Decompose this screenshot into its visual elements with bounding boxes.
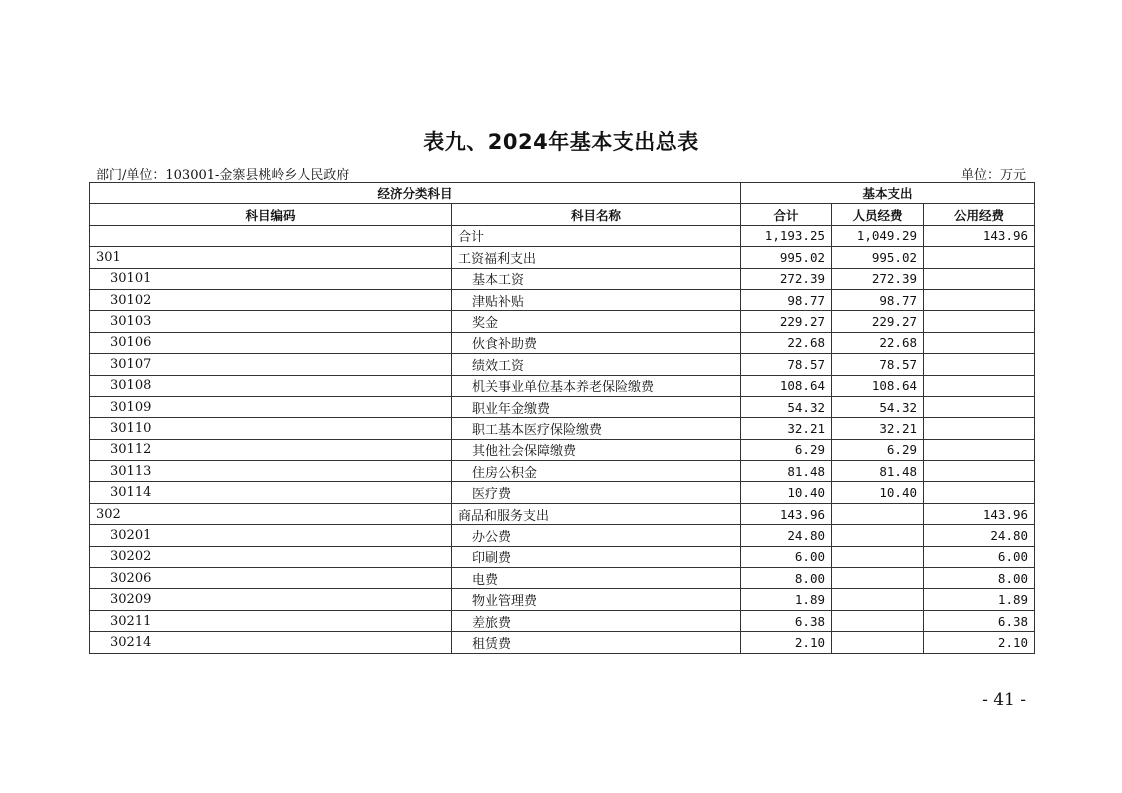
- cell-code: 30102: [90, 289, 452, 310]
- cell-public: [924, 439, 1035, 460]
- table-row: [90, 268, 1035, 289]
- cell-total: 2.10: [741, 632, 832, 653]
- cell-personnel: 81.48: [832, 461, 924, 482]
- cell-name: 奖金: [452, 311, 741, 332]
- cell-total: 272.39: [741, 268, 832, 289]
- cell-personnel: 1,049.29: [832, 225, 924, 246]
- cell-personnel: [832, 503, 924, 524]
- table-row: [90, 289, 1035, 310]
- cell-public: [924, 375, 1035, 396]
- table-row: [90, 461, 1035, 482]
- table-row: [90, 568, 1035, 589]
- cell-name: 职业年金缴费: [452, 396, 741, 417]
- header-total: 合计: [741, 204, 832, 225]
- header-name: 科目名称: [452, 204, 741, 225]
- cell-public: 8.00: [924, 568, 1035, 589]
- cell-total: 995.02: [741, 247, 832, 268]
- cell-personnel: 22.68: [832, 332, 924, 353]
- cell-name: 办公费: [452, 525, 741, 546]
- cell-personnel: 78.57: [832, 354, 924, 375]
- cell-code: 30112: [90, 439, 452, 460]
- cell-code: 30108: [90, 375, 452, 396]
- cell-code: 30103: [90, 311, 452, 332]
- cell-public: [924, 482, 1035, 503]
- cell-name: 职工基本医疗保险缴费: [452, 418, 741, 439]
- cell-code: 30209: [90, 589, 452, 610]
- cell-personnel: [832, 546, 924, 567]
- cell-code: 30202: [90, 546, 452, 567]
- cell-name: 电费: [452, 568, 741, 589]
- cell-total: 8.00: [741, 568, 832, 589]
- cell-public: [924, 396, 1035, 417]
- table-row: [90, 225, 1035, 246]
- cell-public: [924, 332, 1035, 353]
- budget-table: [89, 182, 1035, 654]
- cell-total: 6.00: [741, 546, 832, 567]
- cell-total: 32.21: [741, 418, 832, 439]
- cell-total: 6.29: [741, 439, 832, 460]
- header-econ-classification: 经济分类科目: [90, 183, 741, 204]
- header-basic-expenditure: 基本支出: [741, 183, 1035, 204]
- table-row: [90, 610, 1035, 631]
- page-number: - 41 -: [982, 690, 1026, 710]
- cell-name: 租赁费: [452, 632, 741, 653]
- cell-code: 30106: [90, 332, 452, 353]
- cell-code: 30214: [90, 632, 452, 653]
- cell-code: 30201: [90, 525, 452, 546]
- cell-personnel: 10.40: [832, 482, 924, 503]
- cell-public: [924, 461, 1035, 482]
- cell-code: 30206: [90, 568, 452, 589]
- table-body: [90, 225, 1035, 653]
- cell-personnel: 54.32: [832, 396, 924, 417]
- cell-personnel: [832, 610, 924, 631]
- cell-personnel: 229.27: [832, 311, 924, 332]
- header-personnel: 人员经费: [832, 204, 924, 225]
- cell-name: 基本工资: [452, 268, 741, 289]
- cell-public: [924, 354, 1035, 375]
- cell-name: 差旅费: [452, 610, 741, 631]
- table-row: [90, 396, 1035, 417]
- table-row: [90, 525, 1035, 546]
- cell-personnel: 6.29: [832, 439, 924, 460]
- table-row: [90, 482, 1035, 503]
- cell-name: 伙食补助费: [452, 332, 741, 353]
- cell-total: 54.32: [741, 396, 832, 417]
- cell-total: 143.96: [741, 503, 832, 524]
- cell-personnel: 98.77: [832, 289, 924, 310]
- cell-public: 6.00: [924, 546, 1035, 567]
- cell-name: 津贴补贴: [452, 289, 741, 310]
- cell-name: 绩效工资: [452, 354, 741, 375]
- cell-public: [924, 289, 1035, 310]
- table-row: [90, 354, 1035, 375]
- cell-name: 其他社会保障缴费: [452, 439, 741, 460]
- cell-name: 印刷费: [452, 546, 741, 567]
- department-label: 部门/单位：103001-金寨县桃岭乡人民政府: [96, 168, 350, 183]
- cell-code: 301: [90, 247, 452, 268]
- cell-personnel: 995.02: [832, 247, 924, 268]
- cell-public: 24.80: [924, 525, 1035, 546]
- table-header-row: [90, 204, 1035, 225]
- cell-code: 30107: [90, 354, 452, 375]
- cell-name: 合计: [452, 225, 741, 246]
- cell-total: 78.57: [741, 354, 832, 375]
- cell-public: [924, 311, 1035, 332]
- cell-code: 30101: [90, 268, 452, 289]
- table-row: [90, 439, 1035, 460]
- cell-public: 1.89: [924, 589, 1035, 610]
- cell-personnel: [832, 589, 924, 610]
- cell-total: 81.48: [741, 461, 832, 482]
- cell-total: 98.77: [741, 289, 832, 310]
- cell-code: 30109: [90, 396, 452, 417]
- table-row: [90, 247, 1035, 268]
- cell-total: 1.89: [741, 589, 832, 610]
- cell-code: 302: [90, 503, 452, 524]
- cell-personnel: 272.39: [832, 268, 924, 289]
- cell-personnel: [832, 568, 924, 589]
- cell-public: [924, 418, 1035, 439]
- cell-name: 住房公积金: [452, 461, 741, 482]
- cell-name: 商品和服务支出: [452, 503, 741, 524]
- cell-name: 工资福利支出: [452, 247, 741, 268]
- cell-code: 30110: [90, 418, 452, 439]
- cell-code: 30113: [90, 461, 452, 482]
- table-row: [90, 503, 1035, 524]
- header-code: 科目编码: [90, 204, 452, 225]
- table-row: [90, 375, 1035, 396]
- table-row: [90, 311, 1035, 332]
- table-row: [90, 546, 1035, 567]
- cell-name: 物业管理费: [452, 589, 741, 610]
- cell-personnel: [832, 632, 924, 653]
- cell-public: 6.38: [924, 610, 1035, 631]
- cell-public: [924, 247, 1035, 268]
- cell-public: 2.10: [924, 632, 1035, 653]
- cell-public: [924, 268, 1035, 289]
- cell-name: 医疗费: [452, 482, 741, 503]
- cell-code: [90, 225, 452, 246]
- table-row: [90, 589, 1035, 610]
- cell-code: 30211: [90, 610, 452, 631]
- cell-name: 机关事业单位基本养老保险缴费: [452, 375, 741, 396]
- header-public: 公用经费: [924, 204, 1035, 225]
- table-header-group-row: [90, 183, 1035, 204]
- cell-total: 22.68: [741, 332, 832, 353]
- table-row: [90, 632, 1035, 653]
- table-row: [90, 332, 1035, 353]
- cell-total: 108.64: [741, 375, 832, 396]
- cell-total: 1,193.25: [741, 225, 832, 246]
- cell-public: 143.96: [924, 503, 1035, 524]
- cell-public: 143.96: [924, 225, 1035, 246]
- cell-total: 229.27: [741, 311, 832, 332]
- cell-code: 30114: [90, 482, 452, 503]
- table-row: [90, 418, 1035, 439]
- cell-total: 6.38: [741, 610, 832, 631]
- cell-personnel: 32.21: [832, 418, 924, 439]
- cell-personnel: 108.64: [832, 375, 924, 396]
- cell-personnel: [832, 525, 924, 546]
- page-title: 表九、2024年基本支出总表: [423, 130, 699, 154]
- cell-total: 10.40: [741, 482, 832, 503]
- cell-total: 24.80: [741, 525, 832, 546]
- unit-label: 单位：万元: [960, 168, 1026, 183]
